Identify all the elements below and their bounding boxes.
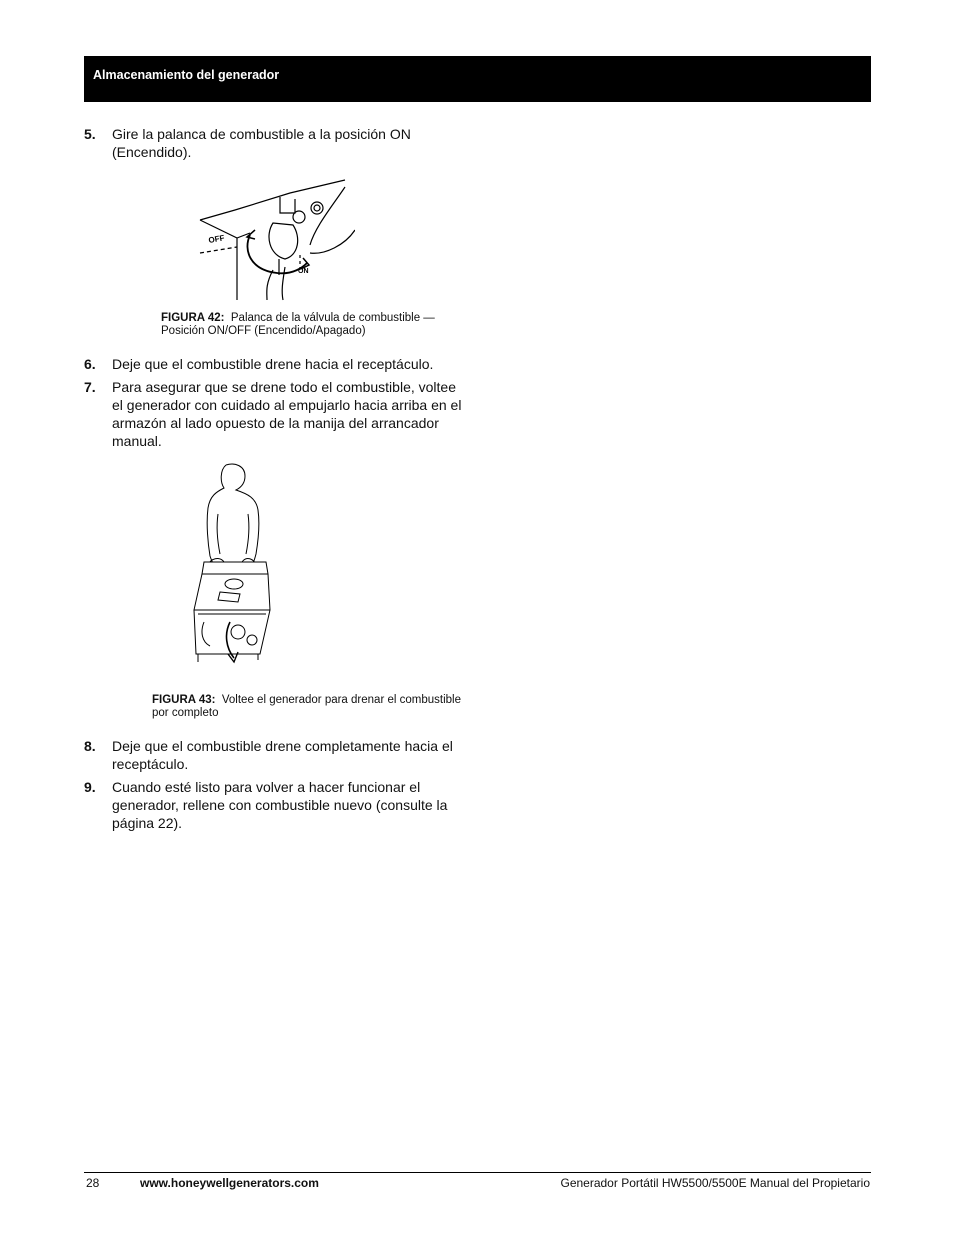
step-6 xyxy=(84,355,464,373)
step-text: Deje que el combustible drene hacia el receptáculo. xyxy=(112,356,434,372)
step-number: 8. xyxy=(84,738,96,754)
step-text: Gire la palanca de combustible a la posición ON (Encendido). xyxy=(112,126,411,160)
step-number: 9. xyxy=(84,779,96,795)
step-number: 7. xyxy=(84,379,96,395)
figure-label: FIGURA 43: xyxy=(152,694,216,706)
step-9 xyxy=(84,778,464,832)
step-number: 6. xyxy=(84,356,96,372)
figure-caption-text: Palanca de la válvula de combustible — Posición ON/OFF (Encendido/Apagado) xyxy=(161,312,435,337)
figure-42-caption xyxy=(161,312,461,338)
figure-label: FIGURA 42: xyxy=(161,312,225,324)
figure-caption-text: Voltee el generador para drenar el combustible por completo xyxy=(152,694,461,719)
figure-43-caption xyxy=(152,694,462,720)
step-text: Deje que el combustible drene completamente hacia el receptáculo. xyxy=(112,738,453,772)
step-number: 5. xyxy=(84,126,96,142)
section-title: Almacenamiento del generador xyxy=(93,68,280,82)
footer-divider xyxy=(84,1172,871,1173)
tilt-generator-illustration xyxy=(190,462,278,672)
off-label: OFF xyxy=(207,233,226,245)
website-link[interactable]: www.honeywellgenerators.com xyxy=(140,1176,319,1190)
page-number: 28 xyxy=(86,1176,100,1190)
document-title: Generador Portátil HW5500/5500E Manual del Propietario xyxy=(560,1176,870,1190)
step-7 xyxy=(84,378,464,450)
fuel-valve-illustration xyxy=(195,175,355,301)
step-5 xyxy=(84,125,464,161)
step-text: Cuando esté listo para volver a hacer funcionar el generador, rellene con combustible nuevo (consulte la página 22). xyxy=(112,779,448,831)
step-text: Para asegurar que se drene todo el combustible, voltee el generador con cuidado al empujarlo hacia arriba en el armazón al lado opuesto de la manija del arrancador manual. xyxy=(112,379,462,449)
section-header-bar xyxy=(84,56,871,102)
on-label: ON xyxy=(298,268,309,275)
step-8 xyxy=(84,737,464,773)
